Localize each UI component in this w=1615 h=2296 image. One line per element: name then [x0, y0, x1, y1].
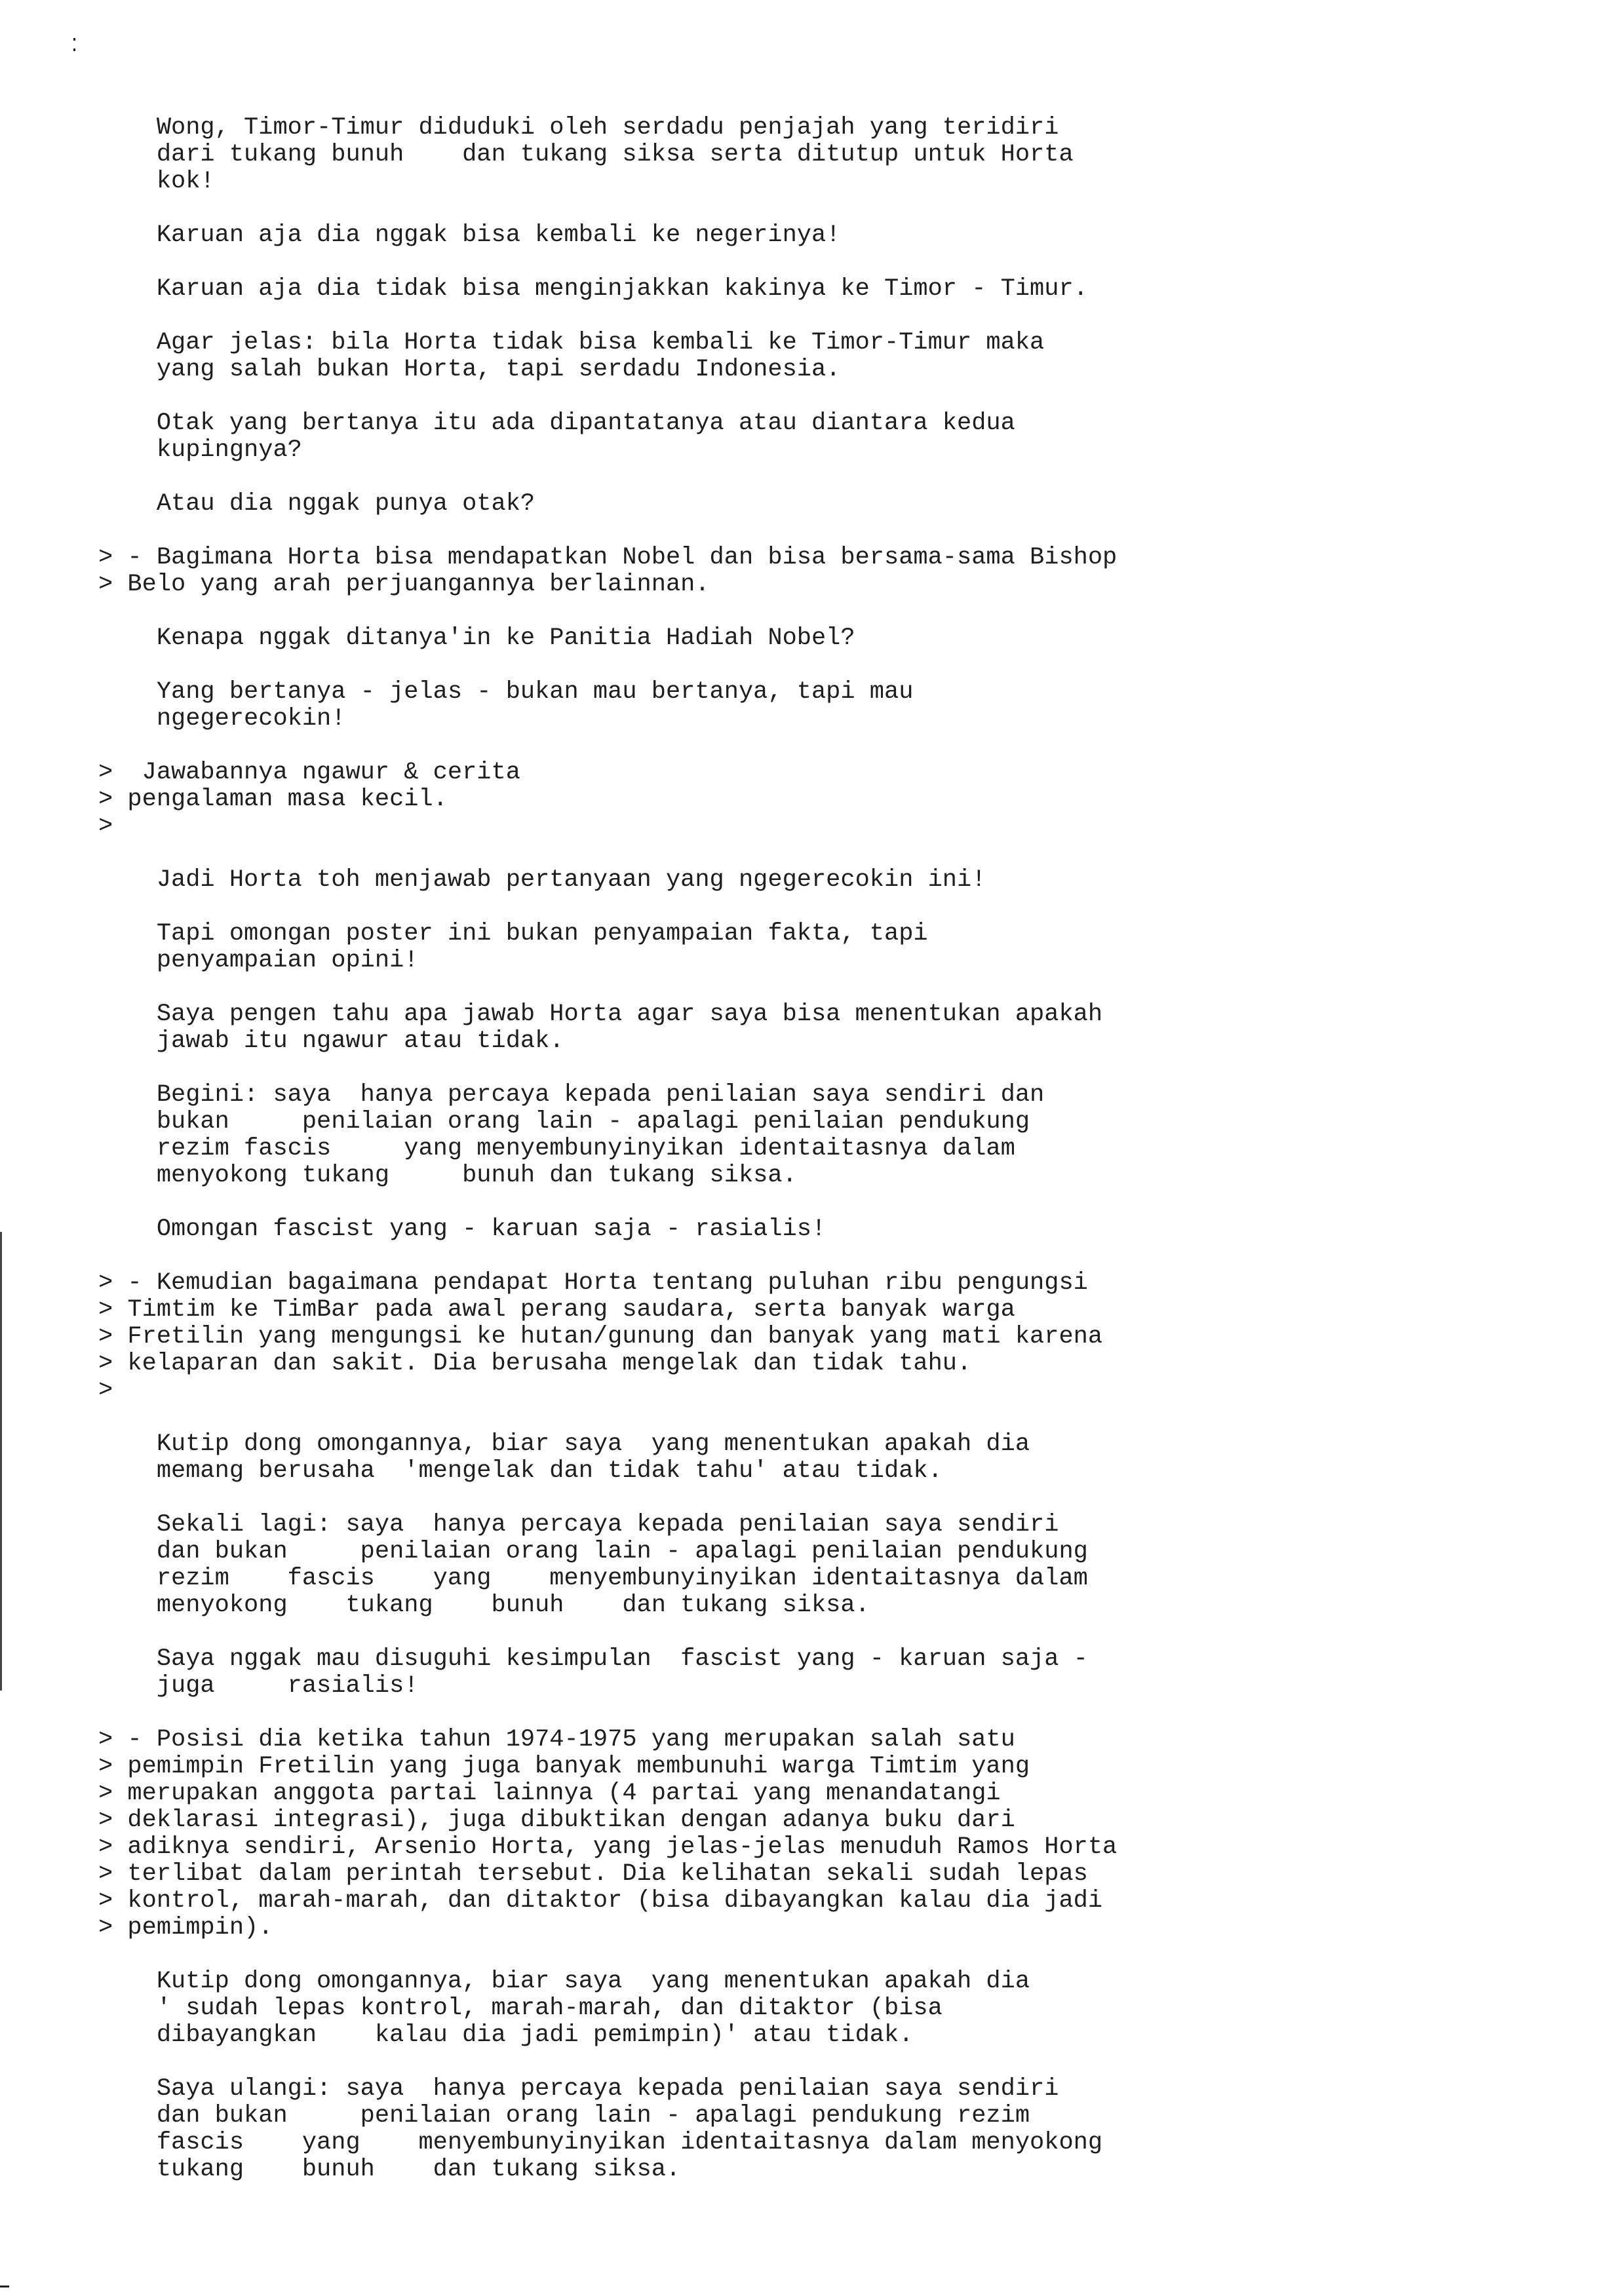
blank-line: [98, 1243, 1540, 1270]
quoted-line: > deklarasi integrasi), juga dibuktikan dengan adanya buku dari: [98, 1807, 1015, 1834]
text-line: dibayangkan kalau dia jadi pemimpin)' atau tidak.: [98, 2021, 914, 2049]
quoted-line: > Fretilin yang mengungsi ke hutan/gunung dan banyak yang mati karena: [98, 1323, 1103, 1350]
text-line: Saya ulangi: saya hanya percaya kepada penilaian saya sendiri: [98, 2075, 1059, 2103]
quoted-line: > kelaparan dan sakit. Dia berusaha mengelak dan tidak tahu.: [98, 1350, 972, 1377]
text-line: menyokong tukang bunuh dan tukang siksa.: [98, 1162, 797, 1189]
text-line: memang berusaha 'mengelak dan tidak tahu' atau tidak.: [98, 1457, 943, 1485]
text-line: Sekali lagi: saya hanya percaya kepada penilaian saya sendiri: [98, 1511, 1059, 1539]
text-line: fascis yang menyembunyinyikan identaitasnya dalam menyokong: [98, 2129, 1103, 2156]
quoted-line: > adiknya sendiri, Arsenio Horta, yang jelas-jelas menuduh Ramos Horta: [98, 1833, 1118, 1861]
quoted-line: > Timtim ke TimBar pada awal perang saudara, serta banyak warga: [98, 1296, 1015, 1324]
scan-speck: [73, 48, 75, 51]
text-line: dan bukan penilaian orang lain - apalagi penilaian pendukung: [98, 1538, 1088, 1565]
text-line: Otak yang bertanya itu ada dipantatanya atau diantara kedua: [98, 410, 1015, 437]
quoted-line: > Jawabannya ngawur & cerita: [98, 759, 520, 786]
blank-line: [98, 195, 1540, 222]
document-body: [98, 115, 1540, 2183]
blank-line: [98, 1619, 1540, 1646]
text-line: kupingnya?: [98, 436, 302, 464]
text-line: dan bukan penilaian orang lain - apalagi pendukung rezim: [98, 2102, 1030, 2130]
quoted-line: > merupakan anggota partai lainnya (4 partai yang menandatangi: [98, 1780, 1001, 1807]
text-line: rezim fascis yang menyembunyinyikan identaitasnya dalam: [98, 1135, 1015, 1162]
text-line: Kutip dong omongannya, biar saya yang menentukan apakah dia: [98, 1430, 1030, 1458]
blank-line: [98, 464, 1540, 491]
blank-line: [98, 1189, 1540, 1216]
quoted-line: >: [98, 813, 113, 840]
quoted-line: > - Kemudian bagaimana pendapat Horta tentang puluhan ribu pengungsi: [98, 1269, 1088, 1297]
text-line: bukan penilaian orang lain - apalagi penilaian pendukung: [98, 1108, 1030, 1136]
blank-line: [98, 303, 1540, 330]
quoted-line: > terlibat dalam perintah tersebut. Dia kelihatan sekali sudah lepas: [98, 1860, 1088, 1888]
scan-speck: [73, 38, 75, 41]
text-line: Omongan fascist yang - karuan saja - rasialis!: [98, 1215, 827, 1243]
quoted-line: > kontrol, marah-marah, dan ditaktor (bisa dibayangkan kalau dia jadi: [98, 1887, 1103, 1915]
blank-line: [98, 1404, 1540, 1431]
quoted-line: > - Posisi dia ketika tahun 1974-1975 yang merupakan salah satu: [98, 1726, 1015, 1753]
text-line: ' sudah lepas kontrol, marah-marah, dan ditaktor (bisa: [98, 1995, 943, 2022]
text-line: juga rasialis!: [98, 1672, 419, 1700]
blank-line: [98, 894, 1540, 921]
blank-line: [98, 1485, 1540, 1512]
text-line: ngegerecokin!: [98, 705, 346, 733]
text-line: Agar jelas: bila Horta tidak bisa kembali ke Timor-Timur maka: [98, 329, 1045, 356]
text-line: Atau dia nggak punya otak?: [98, 490, 535, 518]
text-line: rezim fascis yang menyembunyinyikan identaitasnya dalam: [98, 1565, 1088, 1592]
text-line: kok!: [98, 168, 215, 195]
text-line: Saya pengen tahu apa jawab Horta agar saya bisa menentukan apakah: [98, 1001, 1103, 1028]
blank-line: [98, 1942, 1540, 1968]
text-line: Wong, Timor-Timur diduduki oleh serdadu penjajah yang teridiri: [98, 114, 1059, 142]
text-line: Saya nggak mau disuguhi kesimpulan fascist yang - karuan saja -: [98, 1645, 1088, 1673]
left-edge-line: [0, 1232, 2, 1691]
text-line: Kenapa nggak ditanya'in ke Panitia Hadiah Nobel?: [98, 624, 855, 652]
text-line: jawab itu ngawur atau tidak.: [98, 1027, 564, 1055]
text-line: menyokong tukang bunuh dan tukang siksa.: [98, 1592, 870, 1619]
quoted-line: > pengalaman masa kecil.: [98, 786, 448, 813]
text-line: Kutip dong omongannya, biar saya yang menentukan apakah dia: [98, 1968, 1030, 1995]
text-line: penyampaian opini!: [98, 947, 419, 974]
text-line: dari tukang bunuh dan tukang siksa serta ditutup untuk Horta: [98, 141, 1074, 168]
text-line: Karuan aja dia tidak bisa menginjakkan kakinya ke Timor - Timur.: [98, 275, 1088, 303]
text-line: Yang bertanya - jelas - bukan mau bertanya, tapi mau: [98, 678, 914, 706]
blank-line: [98, 652, 1540, 679]
blank-line: [98, 974, 1540, 1001]
blank-line: [98, 2049, 1540, 2076]
blank-line: [98, 1055, 1540, 1082]
bottom-edge-mark: [0, 2286, 9, 2287]
text-line: Karuan aja dia nggak bisa kembali ke negerinya!: [98, 221, 841, 249]
blank-line: [98, 1700, 1540, 1727]
text-line: tukang bunuh dan tukang siksa.: [98, 2156, 681, 2183]
text-line: Jadi Horta toh menjawab pertanyaan yang ngegerecokin ini!: [98, 866, 986, 894]
quoted-line: > - Bagimana Horta bisa mendapatkan Nobel dan bisa bersama-sama Bishop: [98, 544, 1118, 571]
blank-line: [98, 840, 1540, 867]
blank-line: [98, 383, 1540, 410]
quoted-line: >: [98, 1377, 113, 1404]
text-line: Tapi omongan poster ini bukan penyampaian fakta, tapi: [98, 920, 928, 947]
text-line: Begini: saya hanya percaya kepada penilaian saya sendiri dan: [98, 1081, 1045, 1109]
blank-line: [98, 249, 1540, 276]
quoted-line: > Belo yang arah perjuangannya berlainnan.: [98, 571, 710, 598]
blank-line: [98, 518, 1540, 545]
quoted-line: > pemimpin).: [98, 1914, 273, 1942]
blank-line: [98, 733, 1540, 759]
text-line: yang salah bukan Horta, tapi serdadu Indonesia.: [98, 356, 841, 383]
blank-line: [98, 598, 1540, 625]
quoted-line: > pemimpin Fretilin yang juga banyak membunuhi warga Timtim yang: [98, 1753, 1030, 1780]
